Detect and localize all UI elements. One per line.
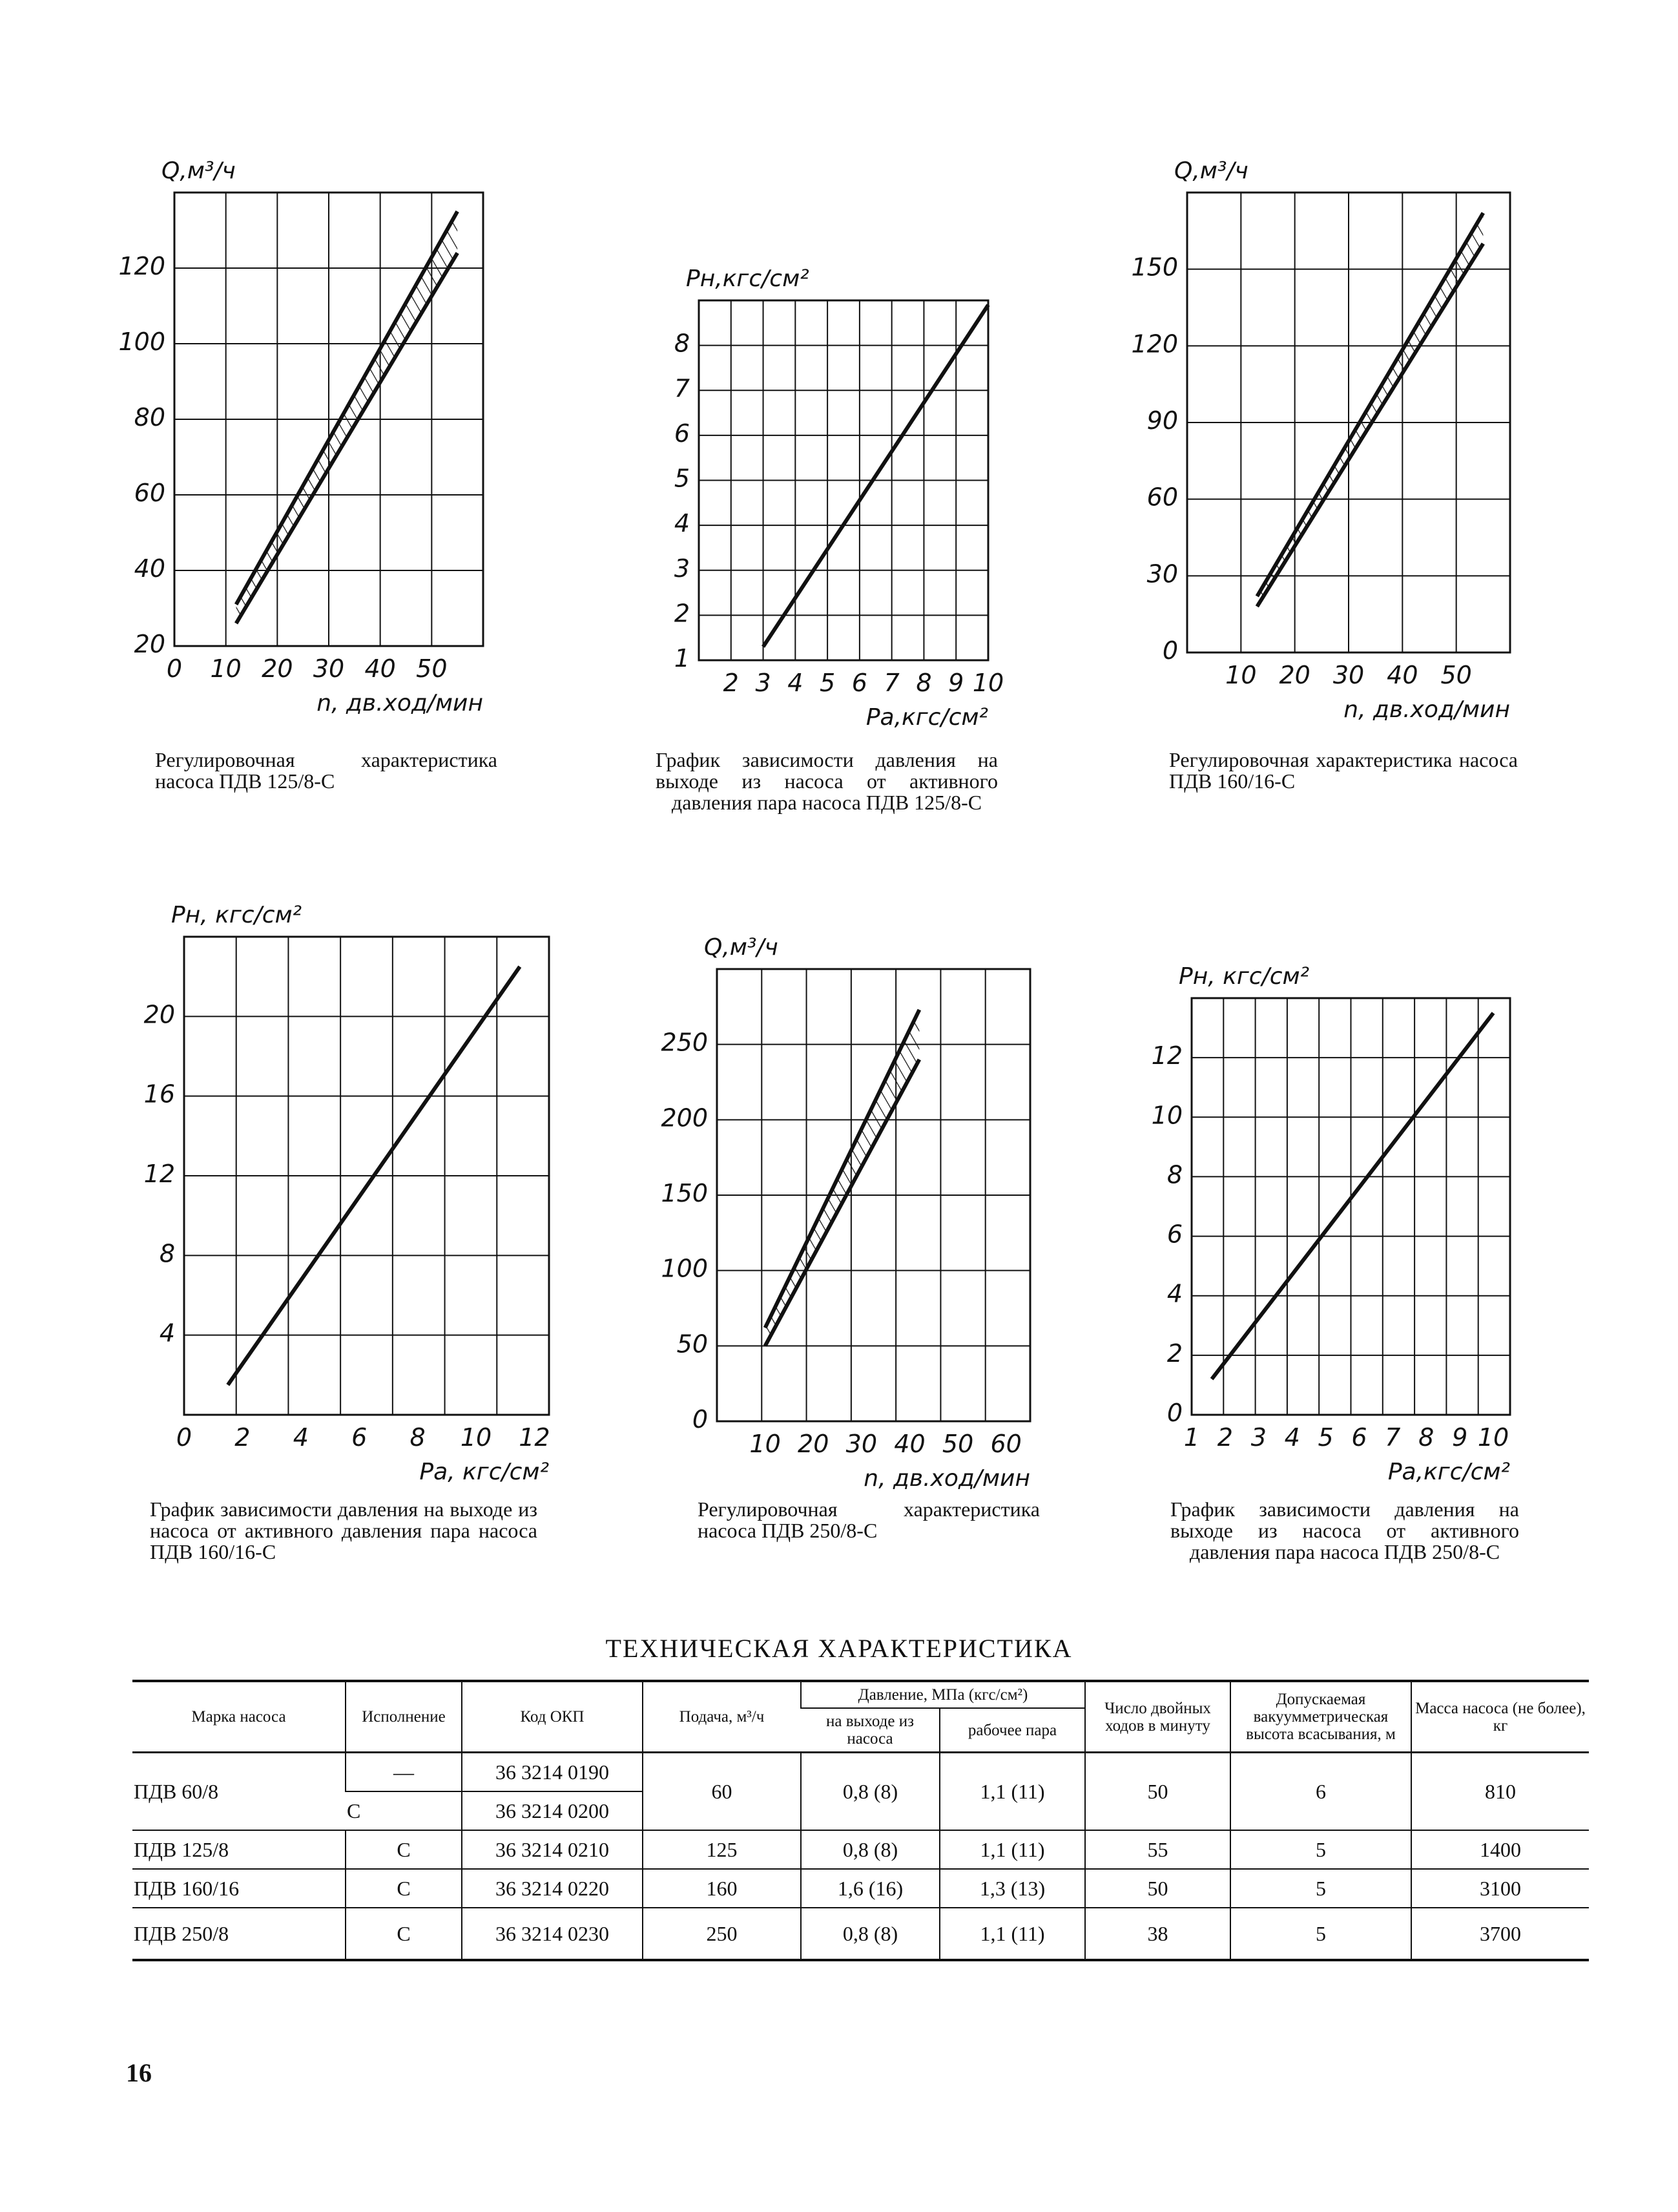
band-lower-line — [236, 253, 458, 623]
y-tick-label: 7 — [674, 374, 690, 403]
x-tick-label: 40 — [1387, 661, 1418, 689]
table-row — [132, 1830, 1589, 1869]
y-axis-label: Pн,кгс/см² — [686, 266, 809, 292]
x-tick-label: 10 — [210, 654, 242, 683]
y-tick-label: 4 — [674, 509, 690, 538]
y-tick-label: 3 — [674, 554, 690, 583]
series-line — [763, 305, 988, 647]
x-tick-label: 3 — [755, 669, 771, 697]
y-tick-label: 4 — [159, 1319, 175, 1348]
th-mass: Масса насоса (не более), кг — [1411, 1681, 1589, 1753]
caption-chart-1: Регулировочная характеристика насоса ПДВ 125/8-С — [155, 748, 497, 793]
x-tick-label: 30 — [845, 1430, 878, 1458]
cell-outlet: 1,6 (16) — [801, 1869, 940, 1908]
y-tick-label: 8 — [159, 1239, 175, 1268]
y-tick-label: 2 — [674, 599, 690, 628]
cell-version: С — [346, 1791, 462, 1830]
x-axis-label: Pа,кгс/см² — [865, 704, 988, 731]
y-axis-label: Pн, кгс/см² — [1179, 963, 1310, 990]
x-axis-label: n, дв.ход/мин — [1343, 696, 1510, 723]
x-tick-label: 0 — [176, 1423, 192, 1452]
y-tick-label: 150 — [1131, 253, 1178, 282]
x-tick-label: 9 — [1452, 1423, 1468, 1452]
y-tick-label: 250 — [661, 1028, 708, 1057]
th-suction: Допускаемая вакуумметрическая высота всасывания, м — [1230, 1681, 1411, 1753]
cell-mass: 3100 — [1411, 1869, 1589, 1908]
chart-2 — [674, 266, 1004, 731]
x-tick-label: 10 — [972, 669, 1004, 697]
x-axis-label: n, дв.ход/мин — [864, 1465, 1030, 1492]
x-tick-label: 3 — [1250, 1423, 1267, 1452]
x-axis-label: Pа,кгс/см² — [1387, 1459, 1510, 1485]
x-tick-label: 20 — [798, 1430, 829, 1458]
x-tick-label: 10 — [749, 1430, 781, 1458]
chart-1 — [118, 158, 483, 716]
y-tick-label: 100 — [118, 328, 165, 356]
x-tick-label: 4 — [787, 669, 803, 697]
cell-suction: 5 — [1230, 1908, 1411, 1960]
cell-suction: 5 — [1230, 1830, 1411, 1869]
x-axis-label: Pа, кгс/см² — [419, 1459, 549, 1485]
x-tick-label: 50 — [416, 654, 448, 683]
cell-suction: 6 — [1230, 1753, 1411, 1831]
x-tick-label: 8 — [409, 1423, 426, 1452]
y-tick-label: 120 — [1131, 329, 1178, 359]
y-tick-label: 12 — [143, 1160, 175, 1188]
caption-chart-3: Регулировочная характеристика насоса ПДВ 160/16-С — [1169, 748, 1518, 793]
y-tick-label: 20 — [143, 1000, 175, 1029]
x-tick-label: 30 — [1332, 661, 1365, 689]
x-tick-label: 20 — [262, 654, 293, 683]
x-tick-label: 20 — [1279, 661, 1310, 689]
cell-version: С — [346, 1830, 462, 1869]
x-tick-label: 30 — [313, 654, 345, 683]
cell-version: С — [346, 1869, 462, 1908]
y-tick-label: 5 — [674, 464, 690, 493]
x-tick-label: 8 — [916, 669, 932, 697]
y-tick-label: 200 — [661, 1103, 708, 1132]
cell-brand: ПДВ 125/8 — [132, 1830, 346, 1869]
y-tick-label: 0 — [1166, 1399, 1183, 1427]
y-axis-label: Pн, кгс/см² — [171, 902, 302, 928]
x-tick-label: 2 — [234, 1423, 251, 1452]
x-tick-label: 10 — [1477, 1423, 1509, 1452]
table-title: ТЕХНИЧЕСКАЯ ХАРАКТЕРИСТИКА — [605, 1634, 1073, 1663]
x-tick-label: 4 — [1284, 1423, 1300, 1452]
cell-version: С — [346, 1908, 462, 1960]
cell-okp: 36 3214 0230 — [462, 1908, 643, 1960]
x-tick-label: 5 — [1318, 1423, 1334, 1452]
y-tick-label: 150 — [661, 1179, 708, 1207]
y-tick-label: 4 — [1166, 1279, 1183, 1308]
th-steam: рабочее пара — [940, 1708, 1085, 1753]
x-tick-label: 6 — [851, 669, 867, 697]
cell-strokes: 55 — [1085, 1830, 1230, 1869]
cell-okp: 36 3214 0220 — [462, 1869, 643, 1908]
x-tick-label: 5 — [820, 669, 836, 697]
x-tick-label: 8 — [1418, 1423, 1435, 1452]
th-brand: Марка насоса — [132, 1681, 346, 1753]
caption-chart-2: График зависимости давления на выходе из насоса от активного давления пара насоса ПДВ 125/8-С — [656, 748, 998, 814]
x-tick-label: 50 — [942, 1430, 974, 1458]
th-okp: Код ОКП — [462, 1681, 643, 1753]
cell-version: — — [346, 1753, 462, 1792]
cell-mass: 3700 — [1411, 1908, 1589, 1960]
y-tick-label: 8 — [1166, 1160, 1183, 1189]
x-tick-label: 50 — [1440, 661, 1472, 689]
x-tick-label: 9 — [948, 669, 964, 697]
th-version: Исполнение — [346, 1681, 462, 1753]
cell-steam: 1,1 (11) — [940, 1753, 1085, 1831]
cell-outlet: 0,8 (8) — [801, 1753, 940, 1831]
x-tick-label: 0 — [166, 654, 183, 683]
y-tick-label: 40 — [134, 554, 165, 583]
y-axis-label: Q,м³/ч — [161, 158, 236, 184]
x-tick-label: 10 — [1225, 661, 1257, 689]
cell-brand: ПДВ 250/8 — [132, 1908, 346, 1960]
x-tick-label: 10 — [460, 1423, 492, 1452]
cell-mass: 810 — [1411, 1753, 1589, 1831]
y-tick-label: 90 — [1146, 406, 1178, 435]
cell-okp: 36 3214 0200 — [462, 1791, 643, 1830]
y-tick-label: 30 — [1146, 559, 1178, 589]
x-tick-label: 6 — [1351, 1423, 1367, 1452]
technical-specs-table — [132, 1680, 1589, 1961]
page-number: 16 — [126, 2058, 152, 2087]
y-axis-label: Q,м³/ч — [704, 934, 778, 961]
cell-mass: 1400 — [1411, 1830, 1589, 1869]
chart-4 — [144, 902, 550, 1485]
y-tick-label: 1 — [674, 644, 690, 673]
x-tick-label: 2 — [1217, 1423, 1233, 1452]
cell-brand: ПДВ 60/8 — [134, 1779, 219, 1803]
y-tick-label: 120 — [118, 252, 165, 280]
cell-suction: 5 — [1230, 1869, 1411, 1908]
cell-okp: 36 3214 0210 — [462, 1830, 643, 1869]
cell-supply: 60 — [643, 1753, 801, 1831]
x-tick-label: 60 — [990, 1430, 1022, 1458]
cell-supply: 125 — [643, 1830, 801, 1869]
x-axis-label: n, дв.ход/мин — [316, 690, 483, 716]
y-tick-label: 60 — [1146, 483, 1178, 512]
cell-supply: 160 — [643, 1869, 801, 1908]
cell-supply: 250 — [643, 1908, 801, 1960]
cell-okp: 36 3214 0190 — [462, 1753, 643, 1792]
table-row — [132, 1869, 1589, 1908]
y-tick-label: 2 — [1166, 1339, 1183, 1368]
x-tick-label: 6 — [351, 1423, 368, 1452]
y-tick-label: 8 — [674, 329, 690, 358]
caption-chart-5: Регулировочная характеристика насоса ПДВ 250/8-С — [698, 1497, 1040, 1542]
cell-brand: ПДВ 160/16 — [132, 1869, 346, 1908]
y-tick-label: 100 — [661, 1254, 708, 1283]
y-axis-label: Q,м³/ч — [1174, 158, 1248, 184]
caption-chart-4: График зависимости давления на выходе из насоса от активного давления пара насоса ПДВ 160/16-С — [150, 1497, 537, 1563]
cell-steam: 1,3 (13) — [940, 1869, 1085, 1908]
chart-3 — [1131, 158, 1510, 723]
y-tick-label: 12 — [1151, 1041, 1183, 1070]
cell-outlet: 0,8 (8) — [801, 1908, 940, 1960]
table-row — [132, 1908, 1589, 1960]
x-tick-label: 12 — [519, 1423, 550, 1452]
y-tick-label: 0 — [692, 1405, 708, 1434]
y-tick-label: 60 — [134, 479, 165, 507]
chart-5 — [661, 934, 1030, 1492]
cell-strokes: 50 — [1085, 1869, 1230, 1908]
band-upper-line — [236, 211, 458, 604]
x-tick-label: 40 — [364, 654, 396, 683]
y-tick-label: 0 — [1162, 636, 1178, 665]
cell-strokes: 50 — [1085, 1753, 1230, 1831]
x-tick-label: 1 — [1183, 1423, 1200, 1452]
x-tick-label: 4 — [293, 1423, 309, 1452]
x-tick-label: 7 — [884, 669, 900, 697]
th-outlet: на выходе из насоса — [801, 1708, 940, 1753]
x-tick-label: 40 — [894, 1430, 926, 1458]
y-tick-label: 16 — [143, 1080, 175, 1109]
chart-6 — [1152, 963, 1510, 1485]
y-tick-label: 6 — [1166, 1220, 1183, 1249]
th-supply: Подача, м³/ч — [643, 1681, 801, 1753]
table-row — [132, 1753, 1589, 1792]
band-lower-line — [1257, 244, 1483, 607]
th-strokes: Число двойных ходов в минуту — [1085, 1681, 1230, 1753]
series-line — [1212, 1013, 1493, 1379]
x-tick-label: 2 — [723, 669, 739, 697]
cell-steam: 1,1 (11) — [940, 1908, 1085, 1960]
y-tick-label: 80 — [134, 403, 165, 432]
cell-outlet: 0,8 (8) — [801, 1830, 940, 1869]
y-tick-label: 10 — [1151, 1101, 1183, 1130]
y-tick-label: 6 — [674, 419, 690, 448]
cell-steam: 1,1 (11) — [940, 1830, 1085, 1869]
caption-chart-6: График зависимости давления на выходе из насоса от активного давления пара насоса ПДВ 250/8-С — [1170, 1497, 1519, 1563]
th-pressure: Давление, МПа (кгс/см²) — [801, 1681, 1085, 1708]
x-tick-label: 7 — [1385, 1423, 1401, 1452]
y-tick-label: 50 — [676, 1330, 708, 1359]
cell-strokes: 38 — [1085, 1908, 1230, 1960]
band-upper-line — [1257, 213, 1483, 596]
y-tick-label: 20 — [134, 630, 165, 658]
